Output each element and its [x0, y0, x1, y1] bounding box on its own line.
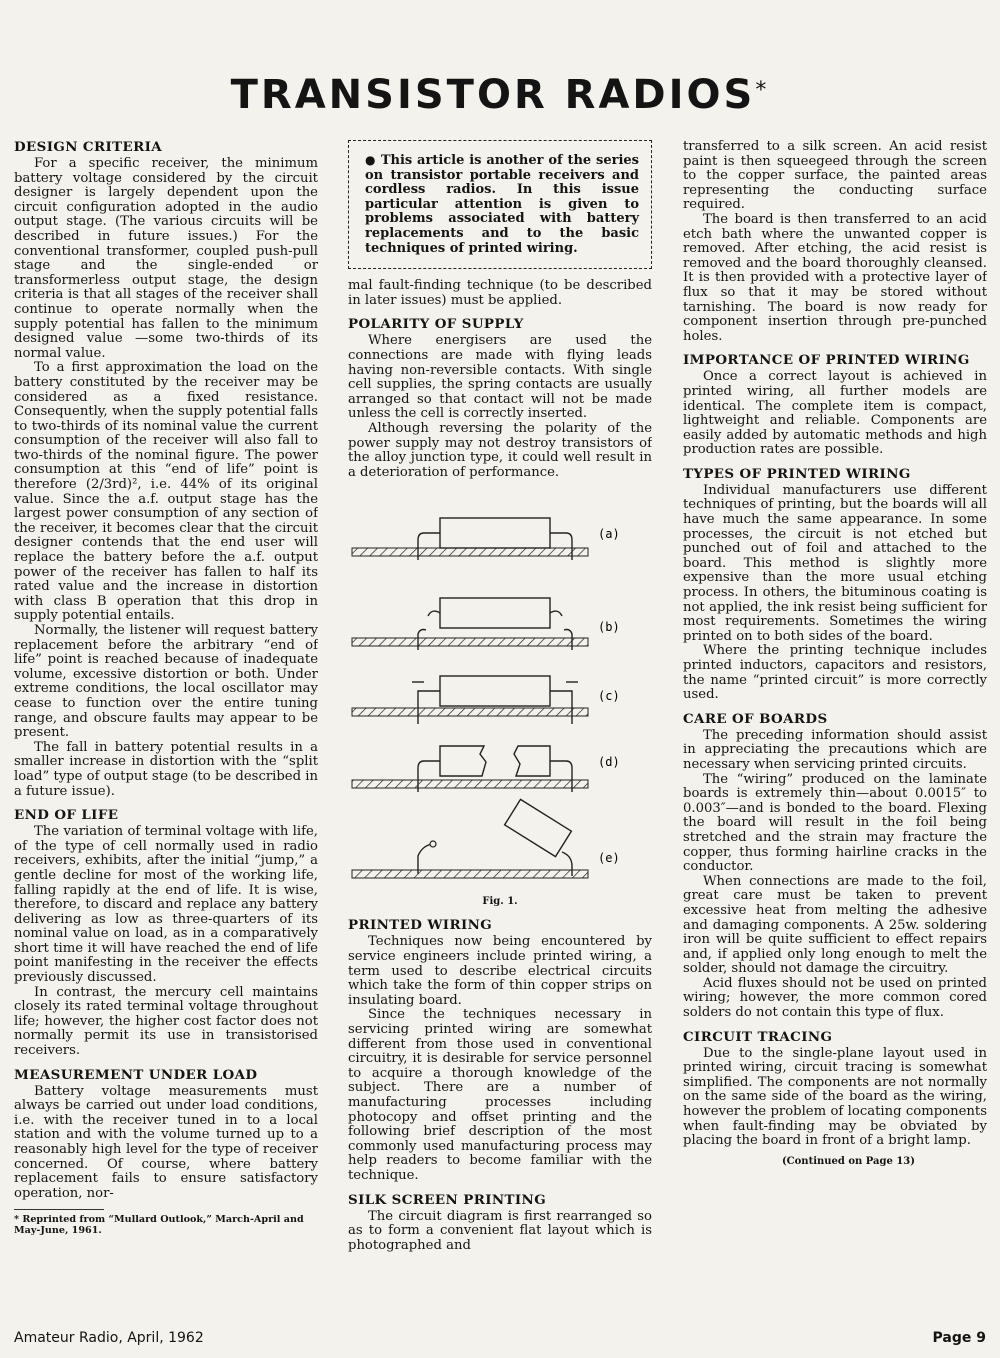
figure-panel-a [352, 518, 620, 560]
title-footnote-mark: * [755, 78, 770, 103]
column-1 [14, 140, 318, 1320]
paragraph: Battery voltage measurements must always be carried out under load conditions, i.e. with the receiver tuned in to a local station and with the volume turned up to a reasonably high level for the type of receiver concerned. Of course, where battery replacement fails to ensure satisfactory operation, nor- [14, 1083, 318, 1201]
paragraph: The variation of terminal voltage with life, of the type of cell normally used in radio receivers, exhibits, after the initial “jump,” a gentle decline for most of the working life, falling rapidly at the end of life. It is wise, therefore, to discard and replace any battery delivering as low as three-quarters of its nominal value on load, as in a comparatively short time it will have reached the end of life point manifesting in the receiver the effects previously discussed. [14, 824, 318, 986]
bullet-icon: ● [365, 153, 376, 167]
paragraph: transferred to a silk screen. An acid resist paint is then squeegeed through the screen to the copper surface, the painted areas representing the conducting surface required. [683, 140, 987, 213]
article-title [0, 70, 1000, 120]
footnote-divider [14, 1209, 104, 1210]
figure-label-d: (d) [598, 755, 620, 770]
title-text: TRANSISTOR RADIOS [230, 72, 756, 118]
paragraph: The “wiring” produced on the laminate boards is extremely thin—about 0.0015″ to 0.003″—and is bonded to the board. Flexing the board will result in the foil being stretched and the strain may fracture the copper, thus forming hairline cracks in the conductor. [683, 771, 987, 875]
heading-types-of-printed-wiring: TYPES OF PRINTED WIRING [683, 465, 911, 482]
editor-note-text: This article is another of the series on transistor portable receivers and cordless radios. In this issue particular attention is given to problems associated with battery replacements and to the basic techniques of printed wiring. [365, 153, 639, 256]
footer-publication: Amateur Radio, April, 1962 [14, 1330, 204, 1346]
paragraph: Since the techniques necessary in servicing printed wiring are somewhat different from those used in conventional circuitry, it is desirable for service personnel to acquire a thorough knowledge of the subject. There are a number of manufacturing processes including photocopy and offset printing and the following brief description of the most commonly used manufacturing process may help readers to become familiar with the technique. [348, 1007, 652, 1183]
paragraph: Due to the single-plane layout used in printed wiring, circuit tracing is somewhat simplified. The components are not normally on the same side of the board as the wiring, however the problem of locating components when fault-finding may be obviated by placing the board in front of a bright lamp. [683, 1045, 987, 1149]
figure-panel-d [352, 746, 620, 792]
paragraph: The preceding information should assist in appreciating the precautions which are necessary when servicing printed circuits. [683, 727, 987, 772]
heading-care-of-boards: CARE OF BOARDS [683, 710, 828, 727]
paragraph: Once a correct layout is achieved in printed wiring, all further models are identical. The complete item is compact, lightweight and reliable. Components are easily added by automatic methods and high production rates are possible. [683, 369, 987, 458]
heading-importance-of-printed-wiring: IMPORTANCE OF PRINTED WIRING [683, 352, 970, 369]
paragraph: Although reversing the polarity of the power supply may not destroy transistors of the alloy junction type, it could well result in a deterioration of performance. [348, 420, 652, 480]
paragraph: For a specific receiver, the minimum battery voltage considered by the circuit designer is largely dependent upon the circuit configuration adopted in the audio output stage. (The various circuits will be described in future issues.) For the conventional transformer, coupled push-pull stage and the single-ended or transformerless output stage, the design criteria is that all stages of the receiver shall continue to operate normally when the supply potential has fallen to the minimum designed value —some two-thirds of its normal value. [14, 156, 318, 361]
column-2 [348, 140, 652, 1320]
figure-caption: Fig. 1. [482, 895, 518, 907]
paragraph: Where the printing technique includes printed inductors, capacitors and resistors, the name “printed circuit” is more correctly used. [683, 643, 987, 703]
paragraph: In contrast, the mercury cell maintains closely its rated terminal voltage throughout life; however, the higher cost factor does not normally permit its use in transistorised receivers. [14, 984, 318, 1059]
figure-label-b: (b) [598, 620, 620, 635]
paragraph: Where energisers are used the connections are made with flying leads having non-reversible contacts. With single cell supplies, the spring contacts are usually arranged so that contact will not be made unless the cell is correctly inserted. [348, 333, 652, 422]
heading-circuit-tracing: CIRCUIT TRACING [683, 1028, 833, 1045]
heading-measurement-under-load: MEASUREMENT UNDER LOAD [14, 1066, 258, 1083]
figure-1-diagram [348, 488, 652, 888]
figure-label-e: (e) [598, 851, 620, 866]
heading-end-of-life: END OF LIFE [14, 807, 119, 824]
heading-polarity-of-supply: POLARITY OF SUPPLY [348, 316, 524, 333]
paragraph: Individual manufacturers use different techniques of printing, but the boards will all have much the same appearance. In some processes, the circuit is not etched but punched out of foil and attached to the board. This method is slightly more expensive than the more usual etching process. In others, the bituminous coating is not applied, the ink resist being sufficient for most requirements. Sometimes the wiring printed on to both sides of the board. [683, 482, 987, 644]
paragraph: The fall in battery potential results in a smaller increase in distortion with the “split load” type of output stage (to be described in a future issue). [14, 739, 318, 799]
paragraph: Normally, the listener will request battery replacement before the arbitrary “end of life” point is reached because of inadequate volume, excessive distortion or both. Under extreme conditions, the local oscillator may cease to function over the entire tuning range, and obscure faults may appear to be present. [14, 623, 318, 741]
figure-panel-b [352, 598, 620, 650]
paragraph: The board is then transferred to an acid etch bath where the unwanted copper is removed. After etching, the acid resist is removed and the board thoroughly cleansed. It is then provided with a protective layer of flux so that it may be stored without tarnishing. The board is now ready for component insertion through pre-punched holes. [683, 211, 987, 344]
paragraph: The circuit diagram is first rearranged so as to form a convenient flat layout which is photographed and [348, 1208, 652, 1253]
continued-note: (Continued on Page 13) [781, 1155, 915, 1167]
heading-design-criteria: DESIGN CRITERIA [14, 140, 163, 155]
column-3 [683, 140, 987, 1320]
footnote: * Reprinted from “Mullard Outlook,” March-April and May-June, 1961. [14, 1214, 304, 1237]
paragraph: mal fault-finding technique (to be described in later issues) must be applied. [348, 278, 652, 308]
heading-printed-wiring: PRINTED WIRING [348, 917, 493, 934]
footer-page-number: Page 9 [932, 1330, 986, 1346]
figure-1 [348, 488, 652, 909]
heading-silk-screen-printing: SILK SCREEN PRINTING [348, 1191, 547, 1208]
paragraph: When connections are made to the foil, great care must be taken to prevent excessive heat from melting the adhesive and damaging components. A 25w. soldering iron will be quite sufficient to effect repairs and, if applied only long enough to melt the solder, should not damage the circuitry. [683, 873, 987, 977]
paragraph: To a first approximation the load on the battery constituted by the receiver may be considered as a fixed resistance. Consequently, when the supply potential falls to two-thirds of its nominal value the current consumption of the receiver will also fall to two-thirds of the nominal figure. The power consumption at this “end of life” point is therefore (2/3rd)², i.e. 44% of its original value. Since the a.f. output stage has the largest power consumption of any section of the receiver, it becomes clear that the circuit designer contends that the end user will replace the battery before the a.f. output power of the receiver has fallen to half its rated value and the increase in distortion with class B operation that this drop in supply potential entails. [14, 360, 318, 624]
figure-panel-e [352, 800, 620, 879]
figure-label-a: (a) [598, 527, 620, 542]
figure-label-c: (c) [598, 689, 620, 704]
paragraph: Acid fluxes should not be used on printed wiring; however, the more common cored solders do not contain this type of flux. [683, 975, 987, 1021]
paragraph: Techniques now being encountered by service engineers include printed wiring, a term used to describe electrical circuits which take the form of thin copper strips on insulating board. [348, 934, 652, 1008]
figure-panel-c [352, 676, 620, 724]
editor-note-box [348, 140, 652, 269]
